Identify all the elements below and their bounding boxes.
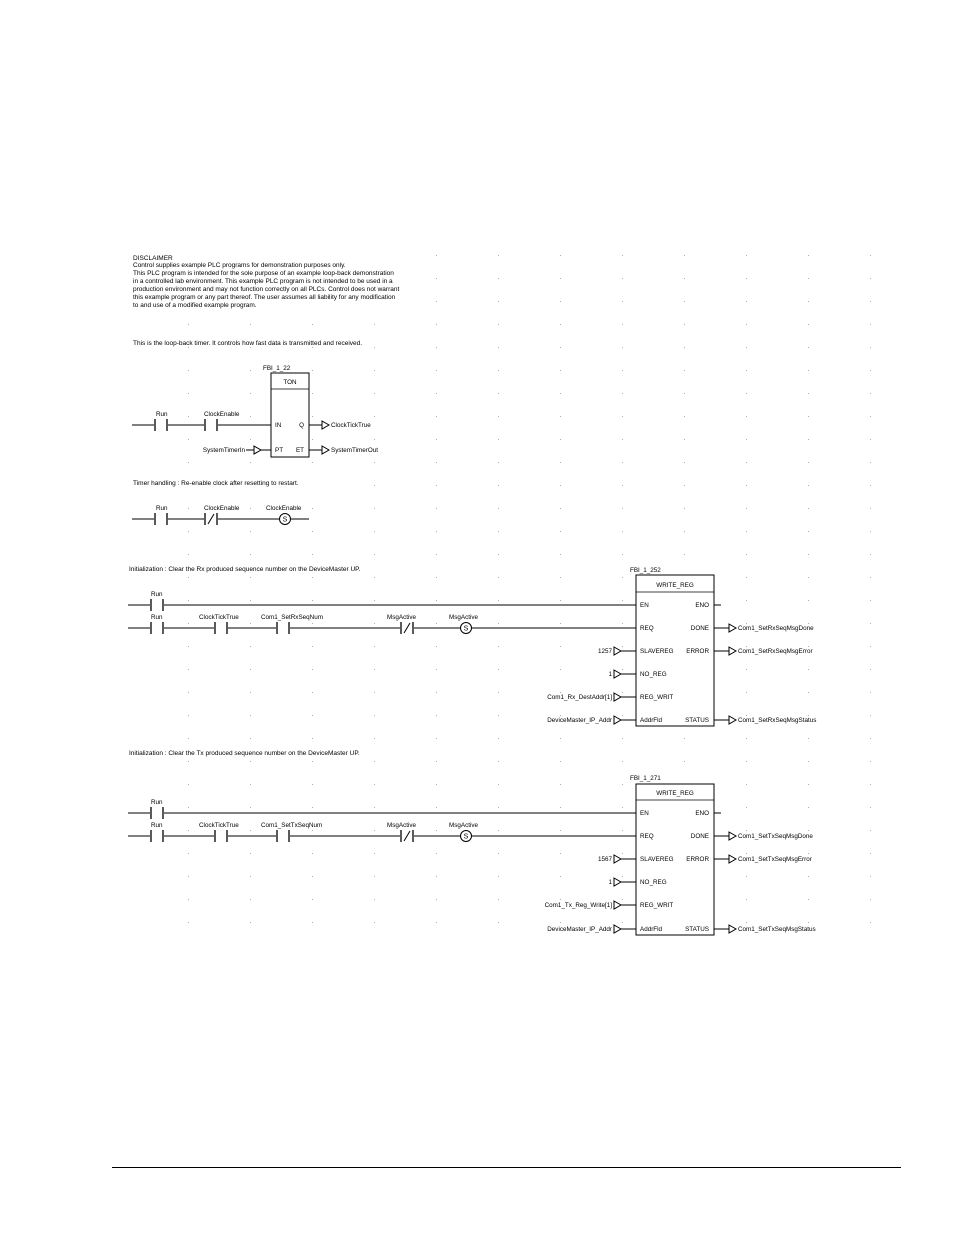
input-variable: SystemTimerIn <box>202 447 245 454</box>
input-variable: 1 <box>608 879 612 886</box>
fb-pin: ERROR <box>686 856 709 863</box>
contact-label: Run <box>151 822 163 829</box>
coil-label: MsgActive <box>449 822 479 829</box>
fb-pin: EN <box>640 810 649 817</box>
contact-label: MsgActive <box>387 822 417 829</box>
rung-comment: This is the loop-back timer. It controls how fast data is transmitted and received. <box>133 340 363 347</box>
contact-label: ClockTickTrue <box>199 614 239 621</box>
output-variable: SystemTimerOut <box>331 447 378 454</box>
disclaimer-line: Control supplies example PLC programs for demonstration purposes only. <box>133 262 346 269</box>
contact-label: Run <box>156 505 168 512</box>
rung-comment: Timer handling : Re-enable clock after resetting to restart. <box>133 480 299 487</box>
fb-pin: ET <box>295 447 304 454</box>
output-variable: Com1_SetRxSeqMsgDone <box>738 625 814 632</box>
contact-label: Run <box>151 799 163 806</box>
coil-symbol: S <box>463 833 469 841</box>
footer-rule <box>112 1167 901 1168</box>
fb-pin: EN <box>640 602 649 609</box>
fb-pin: ENO <box>695 602 709 609</box>
input-variable: 1257 <box>597 648 612 655</box>
fb-pin: REQ <box>640 625 654 632</box>
output-variable: Com1_SetRxSeqMsgStatus <box>738 717 817 724</box>
contact-label: ClockTickTrue <box>199 822 239 829</box>
disclaimer-line: to and use of a modified example program. <box>133 302 257 309</box>
contact-label: Com1_SetTxSeqNum <box>261 822 323 829</box>
fb-pin: SLAVEREG <box>640 648 674 655</box>
contact-label: Run <box>151 591 163 598</box>
fb-pin: PT <box>275 447 284 454</box>
fb-type-name: WRITE_REG <box>656 790 694 797</box>
contact-label: ClockEnable <box>204 411 240 418</box>
input-variable: 1567 <box>597 856 612 863</box>
output-variable: ClockTickTrue <box>331 422 371 429</box>
fb-pin: REQ <box>640 833 654 840</box>
output-variable: Com1_SetTxSeqMsgStatus <box>738 926 816 933</box>
fb-pin: Q <box>299 422 304 429</box>
rung-comment: Initialization : Clear the Tx produced sequence number on the DeviceMaster UP. <box>129 750 360 757</box>
input-variable: 1 <box>608 671 612 678</box>
fb-pin: ENO <box>695 810 709 817</box>
input-variable: DeviceMaster_IP_Addr <box>547 717 612 724</box>
rung-comment: Initialization : Clear the Rx produced sequence number on the DeviceMaster UP. <box>129 566 361 573</box>
disclaimer-title: DISCLAIMER <box>133 255 173 262</box>
fb-pin: REG_WRIT <box>640 694 674 701</box>
disclaimer-line: this example program or any part thereof. The user assumes all liability for any modification <box>133 294 396 301</box>
fb-pin: SLAVEREG <box>640 856 674 863</box>
fb-pin: AddrFld <box>640 926 663 933</box>
coil-label: MsgActive <box>449 614 479 621</box>
fb-instance-name: FBI_1_252 <box>630 567 661 574</box>
input-variable: Com1_Rx_DestAddr[1] <box>547 694 612 701</box>
fb-pin: STATUS <box>685 717 709 724</box>
fb-pin: NO_REG <box>640 879 667 886</box>
fb-instance-name: FBI_1_271 <box>630 775 661 782</box>
fb-pin: DONE <box>690 833 709 840</box>
coil-label: ClockEnable <box>266 505 302 512</box>
contact-label: ClockEnable <box>204 505 240 512</box>
fb-type-name: TON <box>283 379 297 386</box>
contact-label: Run <box>156 411 168 418</box>
contact-label: Com1_SetRxSeqNum <box>261 614 323 621</box>
disclaimer-line: in a controlled lab environment. This example PLC program is not intended to be used in a <box>133 278 393 285</box>
fb-type-name: WRITE_REG <box>656 582 694 589</box>
coil-symbol: S <box>463 625 469 633</box>
output-variable: Com1_SetTxSeqMsgError <box>738 856 812 863</box>
disclaimer-line: This PLC program is intended for the sole purpose of an example loop-back demonstration <box>133 270 394 277</box>
contact-label: MsgActive <box>387 614 417 621</box>
input-variable: Com1_Tx_Reg_Write[1] <box>544 902 612 909</box>
contact-label: Run <box>151 614 163 621</box>
output-variable: Com1_SetRxSeqMsgError <box>738 648 813 655</box>
output-variable: Com1_SetTxSeqMsgDone <box>738 833 813 840</box>
fb-pin: IN <box>275 422 282 429</box>
fb-pin: AddrFld <box>640 717 663 724</box>
fb-pin: REG_WRIT <box>640 902 674 909</box>
disclaimer-line: production environment and may not function correctly on all PLCs. Control does not warrant <box>133 286 400 293</box>
fb-pin: DONE <box>690 625 709 632</box>
input-variable: DeviceMaster_IP_Addr <box>547 926 612 933</box>
fb-pin: NO_REG <box>640 671 667 678</box>
fb-pin: ERROR <box>686 648 709 655</box>
fb-instance-name: FBI_1_22 <box>263 365 291 372</box>
fb-pin: STATUS <box>685 926 709 933</box>
coil-symbol: S <box>282 516 288 524</box>
